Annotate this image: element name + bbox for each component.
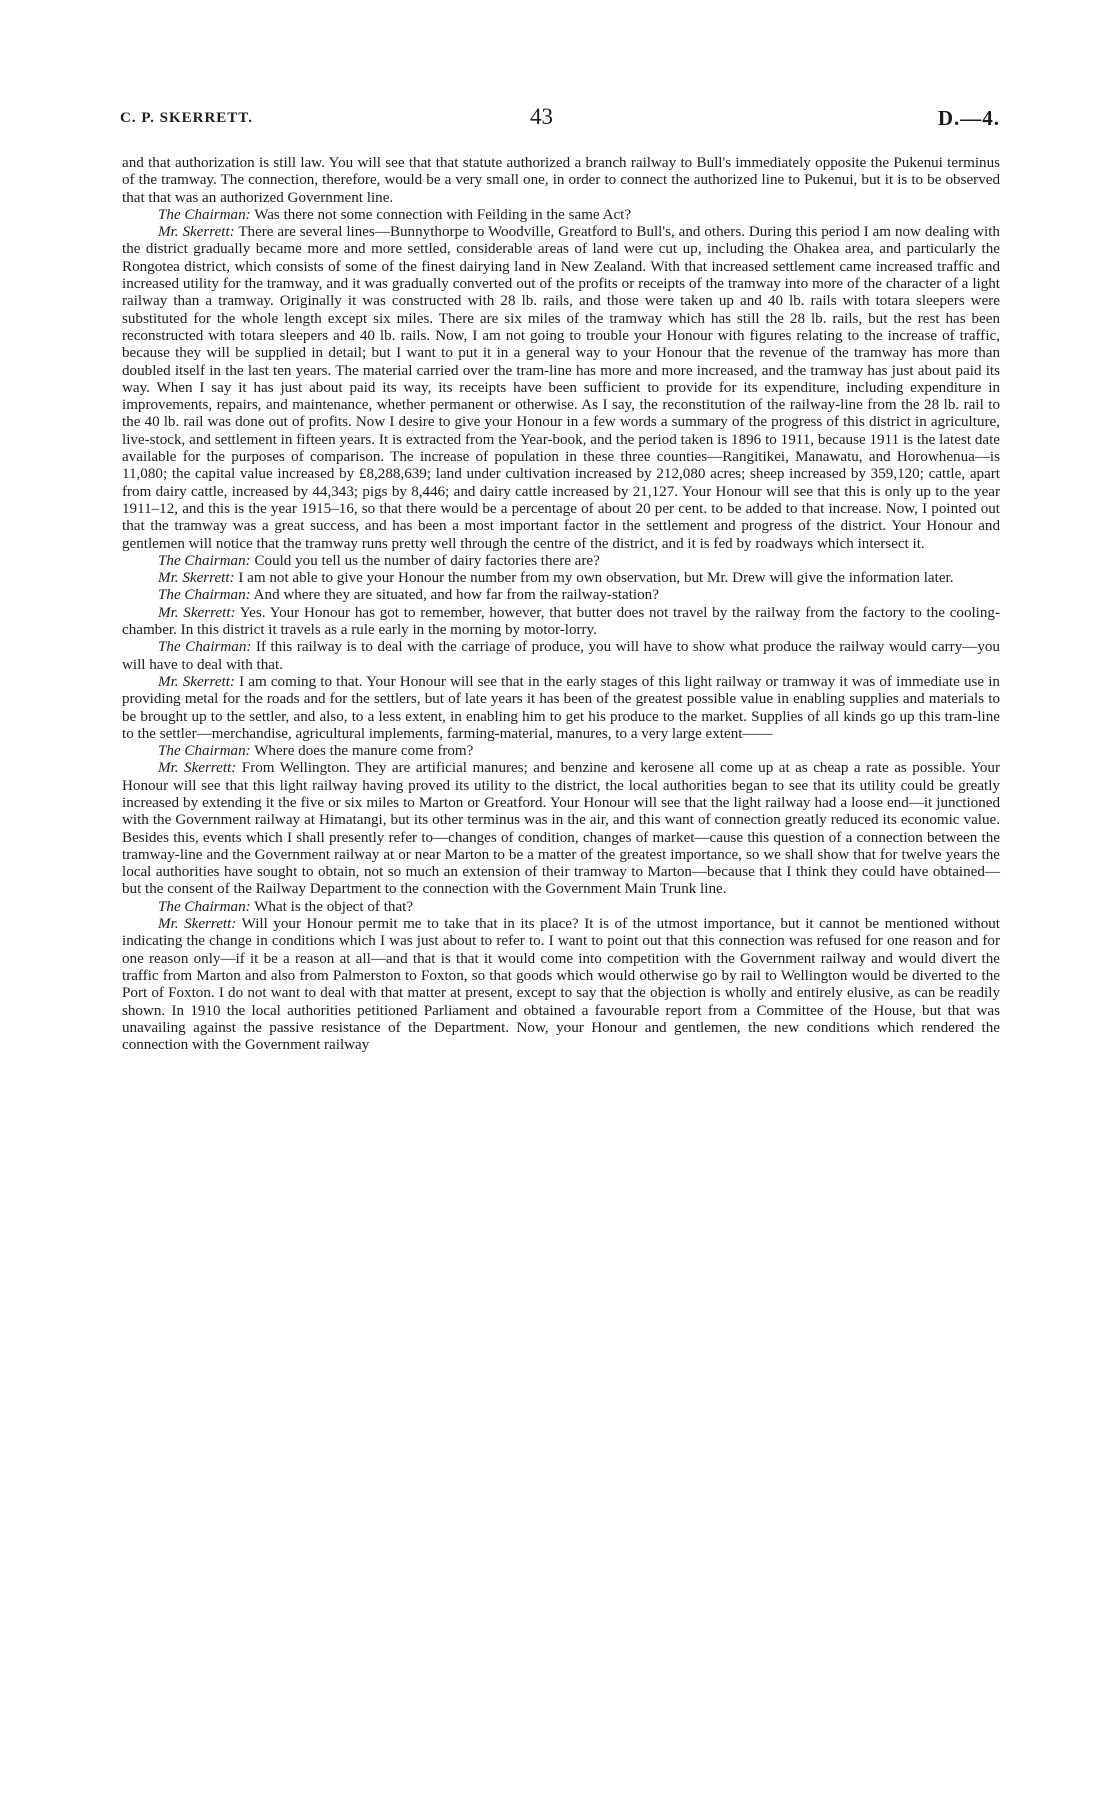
speaker-label: Mr. Skerrett: [158, 673, 235, 690]
paragraph-text: Where does the manure come from? [254, 743, 474, 760]
paragraph-text: There are several lines—Bunnythorpe to Woodville, Greatford to Bull's, and others. During this period I am now dealing with the district gradually became more and more settled, considerable areas of land were cut up, including the Ohakea area, and particularly the Rongotea district, which consists of some of the finest dairying land in New Zealand. With that increased settlement came increased traffic and increased utility for the tramway, and it was gradually converted out of the profits or receipts of the tramway into more of the character of a light railway than a tramway. Originally it was constructed with 28 lb. rails, and those were taken up and 40 lb. rails with totara sleepers were substituted for the whole length except six miles. There are six miles of the tramway which has still the 28 lb. rails, but the rest has been reconstructed with totara sleepers and 40 lb. rails. Now, I am not going to trouble your Honour with figures relating to the increase of traffic, because they will be supplied in detail; but I want to put it in a general way to your Honour that the revenue of the tramway has more than doubled itself in the last ten years. The material carried over the tram-line has more and more increased, and the tramway has just about paid its way. When I say it has just about paid its way, its receipts have been sufficient to provide for its expenditure, including expenditure in improvements, repairs, and maintenance, whether permanent or otherwise. As I say, the reconstitution of the railway-line from the 28 lb. rail to the 40 lb. rail was done out of profits. Now I desire to give your Honour in a few words a summary of the progress of this district in agriculture, live-stock, and settlement in fifteen years. It is extracted from the Year-book, and the period taken is 1896 to 1911, because 1911 is the latest date available for the purposes of comparison. The increase of population in these three counties—Rangitikei, Manawatu, and Horowhenua—is 11,080; the capital value increased by £8,288,639; land under cultivation increased by 212,080 acres; sheep increased by 359,120; cattle, apart from dairy cattle, increased by 44,343; pigs by 8,446; and dairy cattle increased by 21,127. Your Honour will see that this is only up to the year 1911–12, and this is the year 1915–16, so that there would be a percentage of about 20 per cent. to be added to that increase. Now, I pointed out that the tramway was a great success, and has been a most important factor in the settlement and progress of the district. Your Honour and gentlemen will notice that the tramway runs pretty well through the centre of the district, and it is fed by roadways which intersect it. [122, 224, 1000, 552]
paragraph [122, 605, 1000, 640]
page-header [120, 106, 1000, 140]
speaker-label: The Chairman: [158, 206, 251, 223]
paragraph [122, 207, 1000, 224]
paragraph-text: Could you tell us the number of dairy factories there are? [254, 552, 600, 569]
speaker-label: Mr. Skerrett: [158, 916, 237, 933]
speaker-label: Mr. Skerrett: [158, 604, 236, 621]
paragraph [122, 639, 1000, 674]
paragraph [122, 760, 1000, 898]
paragraph [122, 674, 1000, 743]
paragraph-text: I am not able to give your Honour the number from my own observation, but Mr. Drew will give the information later. [238, 570, 954, 587]
body-text [122, 155, 1000, 1054]
paragraph-text: Will your Honour permit me to take that in its place? It is of the utmost importance, but it cannot be mentioned without indicating the change in conditions which I was just about to refer to. I want to point out that this connection was refused for one reason and for one reason only—if it be a reason at all—and that is that it would come into competition with the Government railway and would divert the traffic from Marton and also from Palmerston to Foxton, so that goods which would otherwise go by rail to Wellington would be diverted to the Port of Foxton. I do not want to deal with that matter at present, except to say that the objection is wholly and entirely elusive, as can be readily shown. In 1910 the local authorities petitioned Parliament and obtained a favourable report from a Committee of the House, but that was unavailing against the passive resistance of the Department. Now, your Honour and gentlemen, the new conditions which rendered the connection with the Government railway [122, 916, 1000, 1054]
paragraph [122, 916, 1000, 1054]
paragraph [122, 224, 1000, 553]
document-reference: D.—4. [937, 106, 1000, 130]
paragraph-text: If this railway is to deal with the carriage of produce, you will have to show what produce the railway would carry—you will have to deal with that. [122, 639, 1000, 673]
paragraph [122, 155, 1000, 207]
paragraph-text: and that authorization is still law. You will see that that statute authorized a branch railway to Bull's immediately opposite the Pukenui terminus of the tramway. The connection, therefore, would be a very small one, in order to connect the authorized line to Pukenui, but it is to be observed that that was an authorized Government line. [122, 155, 1000, 206]
paragraph-text: From Wellington. They are artificial manures; and benzine and kerosene all come up at as cheap a rate as possible. Your Honour will see that this light railway having proved its utility to the district, the local authorities began to see that its utility could be greatly increased by extending it the five or six miles to Marton or Greatford. Your Honour will see that the light railway had a loose end—it junctioned with the Government railway at Himatangi, but its other terminus was in the air, and this want of connection greatly reduced its economic value. Besides this, events which I shall presently refer to—changes of condition, changes of market—cause this question of a connection between the tramway-line and the Government railway at or near Marton to be a matter of the greatest importance, so we shall show that for twelve years the local authorities have sought to obtain, not so much an extension of their tramway to Marton—because that I think they could have obtained—but the consent of the Railway Department to the connection with the Government Main Trunk line. [122, 760, 1000, 898]
page-number: 43 [530, 104, 553, 129]
paragraph [122, 587, 1000, 604]
speaker-label: Mr. Skerrett: [158, 760, 237, 777]
speaker-label: The Chairman: [158, 743, 251, 760]
paragraph [122, 570, 1000, 587]
paragraph [122, 899, 1000, 916]
paragraph-text: Was there not some connection with Feilding in the same Act? [254, 206, 632, 223]
speaker-label: The Chairman: [158, 587, 251, 604]
speaker-label: Mr. Skerrett: [158, 224, 235, 241]
speaker-label: Mr. Skerrett: [158, 570, 235, 587]
paragraph-text: I am coming to that. Your Honour will see that in the early stages of this light railway or tramway it was of immediate use in providing metal for the roads and for the settlers, but of late years it has been of the greatest possible value in enabling supplies and materials to be brought up to the settler, and also, to a less extent, in enabling him to get his produce to the market. Supplies of all kinds go up this tram-line to the settler—merchandise, agricultural implements, farming-material, manures, to a very large extent—— [122, 673, 1000, 742]
speaker-label: The Chairman: [158, 898, 251, 915]
speaker-label: The Chairman: [158, 639, 252, 656]
paragraph-text: Yes. Your Honour has got to remember, however, that butter does not travel by the railway from the factory to the cooling-chamber. In this district it travels as a rule early in the morning by motor-lorry. [122, 604, 1000, 639]
paragraph-text: What is the object of that? [254, 898, 414, 915]
speaker-label: The Chairman: [158, 552, 251, 569]
paragraph [122, 743, 1000, 760]
paragraph-text: And where they are situated, and how far from the railway-station? [253, 587, 659, 604]
running-head-witness: C. P. SKERRETT. [120, 110, 253, 126]
paragraph [122, 553, 1000, 570]
